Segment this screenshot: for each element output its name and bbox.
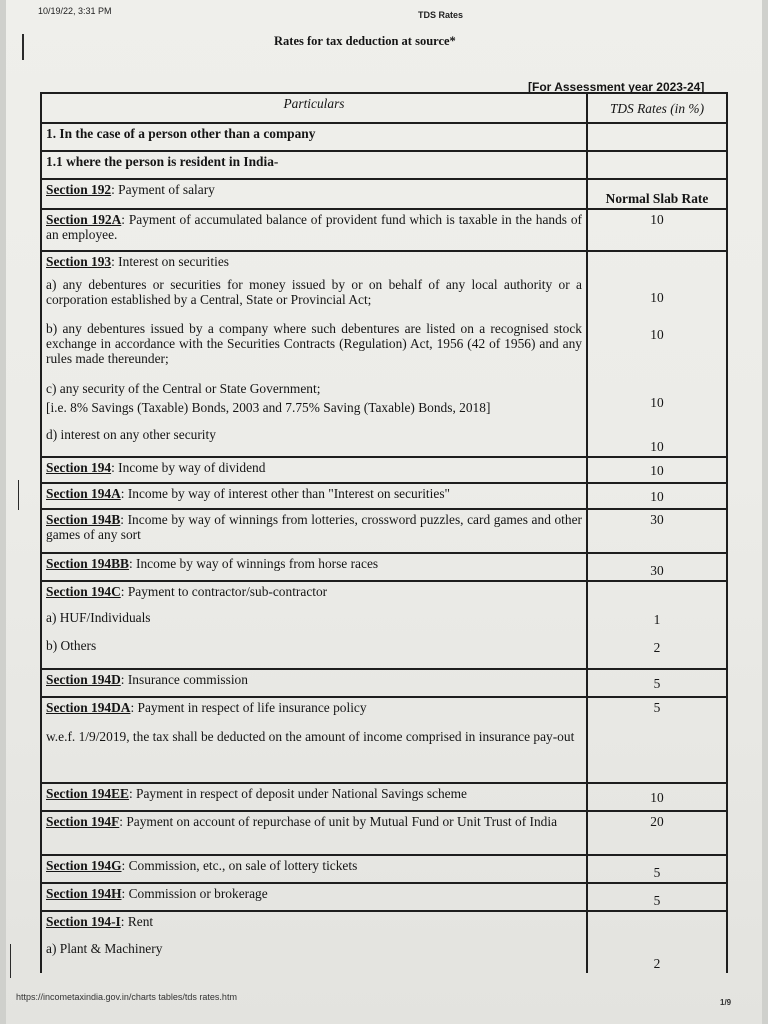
table-row [41,319,727,379]
row-particulars: d) interest on any other security [41,425,587,457]
row-text: c) any security of the Central or State Government; [46,381,321,396]
row-particulars [41,581,587,669]
sub-rate: 1 [653,612,661,627]
row-particulars [41,379,587,425]
row-rate: 30 [587,553,727,581]
row-rate: 10 [587,783,727,811]
row-rate: 5 [587,669,727,697]
table-row [41,883,727,911]
section-ref: Section 194 [46,460,112,475]
row-particulars [41,179,587,209]
row-rate [587,251,727,275]
section-ref: Section 194-I [46,914,121,929]
table-row [41,483,727,509]
row-text: : Payment of salary [111,182,215,197]
row-text: : Income by way of winnings from horse races [128,556,379,571]
row-rate: 10 [587,425,727,457]
row-text: : Income by way of dividend [111,460,266,475]
table-row [41,275,727,319]
table-row [41,379,727,425]
row-rate: Normal Slab Rate [587,179,727,209]
row-rate [587,151,727,179]
row-particulars: b) any debentures issued by a company where such debentures are listed on a recognised stock exchange in accordance with the Securities Contracts (Regulation) Act, 1956 (42 of 1956) and any rules made thereunder; [41,319,587,379]
row-text: : Interest on securities [111,254,229,269]
table-row [41,151,727,179]
row-text: : Income by way of winnings from lotteries, crossword puzzles, card games and other games of any sort [46,512,583,542]
section-ref: Section 194F [46,814,120,829]
row-rate: 2 [587,911,727,973]
table-row [41,783,727,811]
table-row [41,811,727,855]
table-row [41,553,727,581]
table-row [41,123,727,151]
table-row [41,911,727,973]
print-datetime: 10/19/22, 3:31 PM [38,6,112,16]
margin-mark [10,944,11,978]
row-particulars [41,457,587,483]
row-rate [587,581,727,669]
section-ref: Section 192A [46,212,122,227]
section-ref: Section 194B [46,512,121,527]
assessment-year: [For Assessment year 2023-24] [528,80,705,94]
page-number: 1/9 [720,998,732,1007]
document-page [6,0,762,1024]
row-text: : Payment to contractor/sub-contractor [120,584,328,599]
table-row [41,855,727,883]
row-text: : Rent [120,914,154,929]
table-row [41,697,727,783]
section-ref: Section 192 [46,182,112,197]
section-ref: Section 194H [46,886,122,901]
tds-rates-table [40,92,728,973]
table-header-row [41,93,727,123]
section-ref: Section 194EE [46,786,129,801]
row-rate: 10 [587,209,727,251]
row-particulars [41,855,587,883]
section-ref: Section 194G [46,858,122,873]
row-text: : Income by way of interest other than "Interest on securities" [120,486,450,501]
row-text: : Payment of accumulated balance of provident fund which is taxable in the hands of an employee. [46,212,582,242]
sub-item: b) Others [46,638,97,653]
row-rate [587,123,727,151]
row-text-detail: [i.e. 8% Savings (Taxable) Bonds, 2003 and 7.75% Saving (Taxable) Bonds, 2018] [46,400,491,415]
row-rate: 10 [587,457,727,483]
row-particulars: a) any debentures or securities for money issued by or on behalf of any local authority or a corporation established by a Central, State or Provincial Act; [41,275,587,319]
table-row [41,179,727,209]
row-rate: 5 [587,883,727,911]
section-ref: Section 194D [46,672,121,687]
row-text: : Payment in respect of deposit under National Savings scheme [128,786,467,801]
table-row [41,457,727,483]
print-header-title: TDS Rates [418,10,464,20]
row-rate: 20 [587,811,727,855]
row-particulars: 1. In the case of a person other than a company [41,123,587,151]
row-particulars [41,811,587,855]
table-row [41,425,727,457]
row-particulars [41,669,587,697]
row-text: : Commission, etc., on sale of lottery tickets [121,858,358,873]
row-particulars [41,509,587,553]
margin-mark [18,480,19,510]
row-particulars [41,697,587,783]
table-row [41,581,727,669]
margin-mark [22,34,24,60]
sub-rate: 2 [653,640,661,655]
table-row [41,669,727,697]
row-rate: 10 [587,379,727,425]
row-text-detail: w.e.f. 1/9/2019, the tax shall be deducted on the amount of income comprised in insurance pay-out [46,729,575,744]
column-header-particulars: Particulars [41,93,587,123]
sub-item: a) Plant & Machinery [46,941,163,956]
row-particulars [41,553,587,581]
table-row [41,251,727,275]
row-text: : Payment in respect of life insurance policy [130,700,367,715]
sub-item: a) HUF/Individuals [46,610,151,625]
row-rate: 30 [587,509,727,553]
row-text: : Commission or brokerage [121,886,268,901]
row-particulars: 1.1 where the person is resident in India- [41,151,587,179]
section-ref: Section 194DA [46,700,131,715]
row-particulars [41,911,587,973]
row-text: : Payment on account of repurchase of unit by Mutual Fund or Unit Trust of India [119,814,558,829]
row-particulars [41,783,587,811]
row-rate: 10 [587,483,727,509]
row-rate: 5 [587,697,727,783]
section-ref: Section 193 [46,254,112,269]
section-ref: Section 194A [46,486,121,501]
row-particulars [41,209,587,251]
column-header-tds-rates: TDS Rates (in %) [587,93,727,123]
table-row [41,509,727,553]
row-rate: 10 [587,319,727,379]
footer-url: https://incometaxindia.gov.in/charts tables/tds rates.htm [16,992,237,1002]
row-rate: 10 [587,275,727,319]
row-particulars [41,251,587,275]
row-rate: 5 [587,855,727,883]
row-text: : Insurance commission [120,672,248,687]
section-ref: Section 194C [46,584,121,599]
row-particulars [41,483,587,509]
document-title: Rates for tax deduction at source* [274,34,456,48]
section-ref: Section 194BB [46,556,129,571]
table-row [41,209,727,251]
row-particulars [41,883,587,911]
